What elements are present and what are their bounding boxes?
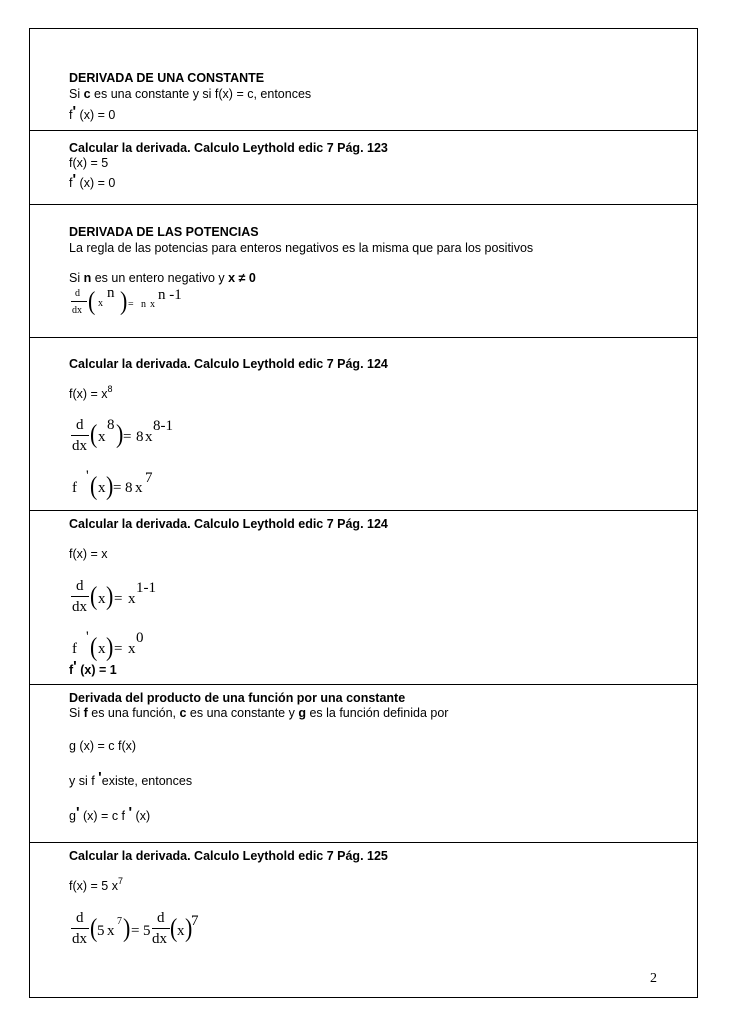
text-line: g (x) = c f(x)	[69, 739, 137, 753]
text-line: $f(x) = x^8$	[69, 384, 113, 401]
formula-line: f' (x) = 0	[69, 103, 116, 122]
section-ejemplo-124-x: Calcular la derivada. Calculo Leythold edic 7 Pág. 124 f(x) = x d dx ( x ) = x 1-1 f ' ( x ) = x 0 f' (x) = 1	[30, 510, 697, 685]
page-number: 2	[650, 971, 657, 986]
section-title: Derivada del producto de una función por una constante	[69, 691, 406, 705]
section-title: Calcular la derivada. Calculo Leythold edic 7 Pág. 124	[69, 357, 388, 371]
section-derivada-constante	[30, 29, 697, 131]
text-line: Si f es una función, c es una constante y g es la función definida por	[69, 706, 449, 720]
page-frame	[29, 28, 698, 998]
text-line: Si c es una constante y si f(x) = c, entonces	[69, 87, 312, 101]
section-title: Calcular la derivada. Calculo Leythold edic 7 Pág. 125	[69, 849, 388, 863]
section-title: DERIVADA DE LAS POTENCIAS	[69, 225, 259, 239]
text-line: f(x) = 5	[69, 156, 109, 170]
section-title: Calcular la derivada. Calculo Leythold edic 7 Pág. 124	[69, 517, 388, 531]
section-producto-constante	[30, 684, 697, 843]
final-result: f' (x) = 1	[69, 658, 117, 677]
section-ejemplo-123	[30, 130, 697, 205]
text-line: y si f 'existe, entonces	[69, 769, 193, 788]
text-line: f(x) = x	[69, 547, 108, 561]
formula-line: f' (x) = 0	[69, 171, 116, 190]
section-title: Calcular la derivada. Calculo Leythold edic 7 Pág. 123	[69, 141, 388, 155]
section-title: DERIVADA DE UNA CONSTANTE	[69, 71, 265, 85]
text-line: La regla de las potencias para enteros negativos es la misma que para los positivos	[69, 241, 534, 255]
section-ejemplo-124-x8: Calcular la derivada. Calculo Leythold edic 7 Pág. 124 $f(x) = x^8$ d dx ( x 8 ) = 8 x 8-1 f ' ( x ) = 8 x 7	[30, 337, 697, 511]
text-line: Si n es un entero negativo y x ≠ 0	[69, 271, 256, 285]
formula-line: g' (x) = c f ' (x)	[69, 804, 151, 823]
section-ejemplo-125: Calcular la derivada. Calculo Leythold edic 7 Pág. 125 f(x) = 5 $x^7$ d dx ( 5 x 7 ) = 5 d dx ( x ) 7	[69, 849, 388, 947]
section-derivada-potencias: DERIVADA DE LAS POTENCIAS La regla de las potencias para enteros negativos es la misma que para los positivos Si n es un entero negativo y x ≠ 0 d dx ( x n ) = n x n -1	[30, 204, 697, 338]
text-line: f(x) = 5 $x^7$	[69, 876, 123, 893]
